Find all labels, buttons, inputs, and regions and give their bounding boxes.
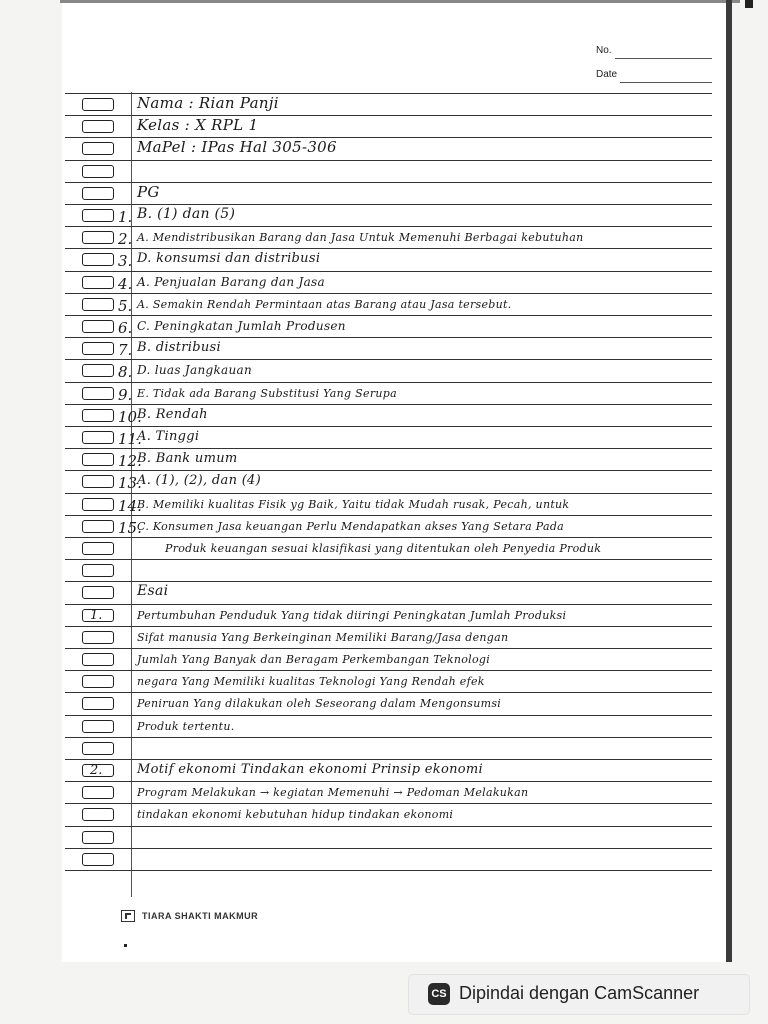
ruled-line — [65, 670, 712, 671]
question-number: 6. — [118, 319, 133, 337]
handwritten-line: tindakan ekonomi kebutuhan hidup tindakan ekonomi — [137, 808, 454, 822]
ruled-line — [65, 848, 712, 849]
line-box — [82, 453, 114, 466]
handwritten-line: B. Memiliki kualitas Fisik yg Baik, Yaitu tidak Mudah rusak, Pecah, untuk — [137, 498, 570, 512]
handwritten-line: Peniruan Yang dilakukan oleh Seseorang dalam Mengonsumsi — [137, 697, 502, 711]
question-number: 2. — [118, 230, 133, 248]
paper-top-edge — [60, 0, 740, 3]
ruled-line — [65, 359, 712, 360]
ruled-line — [65, 559, 712, 560]
line-box — [82, 142, 114, 155]
ruled-line — [65, 803, 712, 804]
ruled-line — [65, 826, 712, 827]
ruled-line — [65, 160, 712, 161]
ruled-line — [65, 515, 712, 516]
handwritten-line: D. konsumsi dan distribusi — [137, 251, 321, 267]
line-box — [82, 253, 114, 266]
handwritten-line: B. distribusi — [137, 340, 221, 356]
line-box — [82, 387, 114, 400]
line-box — [82, 165, 114, 178]
line-box — [82, 564, 114, 577]
no-line — [615, 58, 712, 59]
corner-mark — [745, 0, 753, 8]
line-box — [82, 342, 114, 355]
ruled-line — [65, 404, 712, 405]
handwritten-line: Produk tertentu. — [137, 720, 235, 734]
ruled-line — [65, 604, 712, 605]
ruled-line — [65, 715, 712, 716]
ruled-line — [65, 537, 712, 538]
line-box — [82, 409, 114, 422]
paper-right-edge — [726, 0, 732, 962]
question-number: 5. — [118, 297, 133, 315]
handwritten-line: C. Konsumen Jasa keuangan Perlu Mendapatkan akses Yang Setara Pada — [137, 520, 565, 534]
ruled-line — [65, 248, 712, 249]
handwritten-line: B. Rendah — [137, 407, 208, 423]
ruled-line — [65, 870, 712, 871]
ruled-line — [65, 315, 712, 316]
camscanner-badge — [409, 975, 749, 1014]
ruled-line — [65, 626, 712, 627]
handwritten-line: A. Tinggi — [137, 429, 200, 445]
date-label: Date — [596, 69, 618, 80]
line-box — [82, 320, 114, 333]
question-number: 14. — [118, 497, 142, 515]
ruled-line — [65, 382, 712, 383]
question-number: 4. — [118, 275, 133, 293]
line-box — [82, 431, 114, 444]
handwritten-line: Sifat manusia Yang Berkeinginan Memiliki Barang/Jasa dengan — [137, 631, 509, 645]
question-number: 13. — [118, 474, 142, 492]
line-box — [82, 498, 114, 511]
line-box — [82, 675, 114, 688]
ruled-line — [65, 759, 712, 760]
ink-dot — [124, 944, 127, 947]
ruled-line — [65, 648, 712, 649]
ruled-line — [65, 581, 712, 582]
handwritten-line: Produk keuangan sesuai klasifikasi yang ditentukan oleh Penyedia Produk — [165, 542, 602, 556]
line-box — [82, 853, 114, 866]
line-box — [82, 120, 114, 133]
essay-number: 2. — [90, 763, 103, 778]
handwritten-line: A. Semakin Rendah Permintaan atas Barang atau Jasa tersebut. — [137, 298, 512, 312]
question-number: 7. — [118, 341, 133, 359]
handwritten-line: A. (1), (2), dan (4) — [137, 473, 262, 489]
line-box — [82, 831, 114, 844]
ruled-line — [65, 226, 712, 227]
handwritten-line: A. Penjualan Barang dan Jasa — [137, 275, 325, 290]
ruled-line — [65, 781, 712, 782]
date-line — [620, 82, 712, 83]
question-number: 3. — [118, 252, 133, 270]
line-box — [82, 542, 114, 555]
essay-number: 1. — [90, 608, 103, 623]
handwritten-line: MaPel : IPas Hal 305-306 — [137, 138, 337, 157]
line-box — [82, 98, 114, 111]
handwritten-line: B. (1) dan (5) — [137, 206, 236, 223]
brand-name: TIARA SHAKTI MAKMUR — [142, 911, 259, 921]
handwritten-line: Program Melakukan → kegiatan Memenuhi → Pedoman Melakukan — [137, 786, 529, 800]
question-number: 9. — [118, 386, 133, 404]
line-box — [82, 209, 114, 222]
handwritten-line: D. luas Jangkauan — [137, 363, 253, 378]
question-number: 15. — [118, 519, 142, 537]
line-box — [82, 187, 114, 200]
handwritten-line: E. Tidak ada Barang Substitusi Yang Serupa — [137, 387, 397, 401]
handwritten-line: negara Yang Memiliki kualitas Teknologi Yang Rendah efek — [137, 675, 485, 689]
handwritten-line: Kelas : X RPL 1 — [137, 116, 259, 135]
question-number: 8. — [118, 363, 133, 381]
handwritten-line: PG — [137, 183, 160, 202]
ruled-line — [65, 493, 712, 494]
ruled-line — [65, 182, 712, 183]
ruled-line — [65, 692, 712, 693]
line-box — [82, 653, 114, 666]
question-number: 1. — [118, 208, 133, 226]
question-number: 12. — [118, 452, 142, 470]
ruled-line — [65, 204, 712, 205]
line-box — [82, 520, 114, 533]
no-label: No. — [596, 45, 612, 56]
ruled-line — [65, 271, 712, 272]
camscanner-icon: CS — [428, 983, 450, 1005]
handwritten-line: Esai — [137, 583, 169, 600]
handwritten-line: C. Peningkatan Jumlah Produsen — [137, 319, 346, 334]
line-box — [82, 231, 114, 244]
line-box — [82, 697, 114, 710]
line-box — [82, 808, 114, 821]
line-box — [82, 475, 114, 488]
handwritten-line: A. Mendistribusikan Barang dan Jasa Untuk Memenuhi Berbagai kebutuhan — [137, 231, 584, 245]
handwritten-line: Jumlah Yang Banyak dan Beragam Perkembangan Teknologi — [137, 653, 491, 667]
ruled-line — [65, 337, 712, 338]
ruled-line — [65, 426, 712, 427]
brand-logo-icon — [121, 910, 135, 922]
line-box — [82, 276, 114, 289]
question-number: 10. — [118, 408, 142, 426]
line-box — [82, 364, 114, 377]
line-box — [82, 586, 114, 599]
handwritten-line: Nama : Rian Panji — [137, 94, 279, 113]
line-box — [82, 298, 114, 311]
line-box — [82, 720, 114, 733]
handwritten-line: Motif ekonomi Tindakan ekonomi Prinsip ekonomi — [137, 762, 483, 778]
ruled-line — [65, 470, 712, 471]
line-box — [82, 786, 114, 799]
line-box — [82, 742, 114, 755]
question-number: 11. — [118, 430, 142, 448]
ruled-line — [65, 293, 712, 294]
handwritten-line: B. Bank umum — [137, 451, 238, 467]
camscanner-label: Dipindai dengan CamScanner — [459, 983, 700, 1003]
line-box — [82, 631, 114, 644]
ruled-line — [65, 448, 712, 449]
handwritten-line: Pertumbuhan Penduduk Yang tidak diiringi Peningkatan Jumlah Produksi — [137, 609, 567, 623]
ruled-line — [65, 737, 712, 738]
